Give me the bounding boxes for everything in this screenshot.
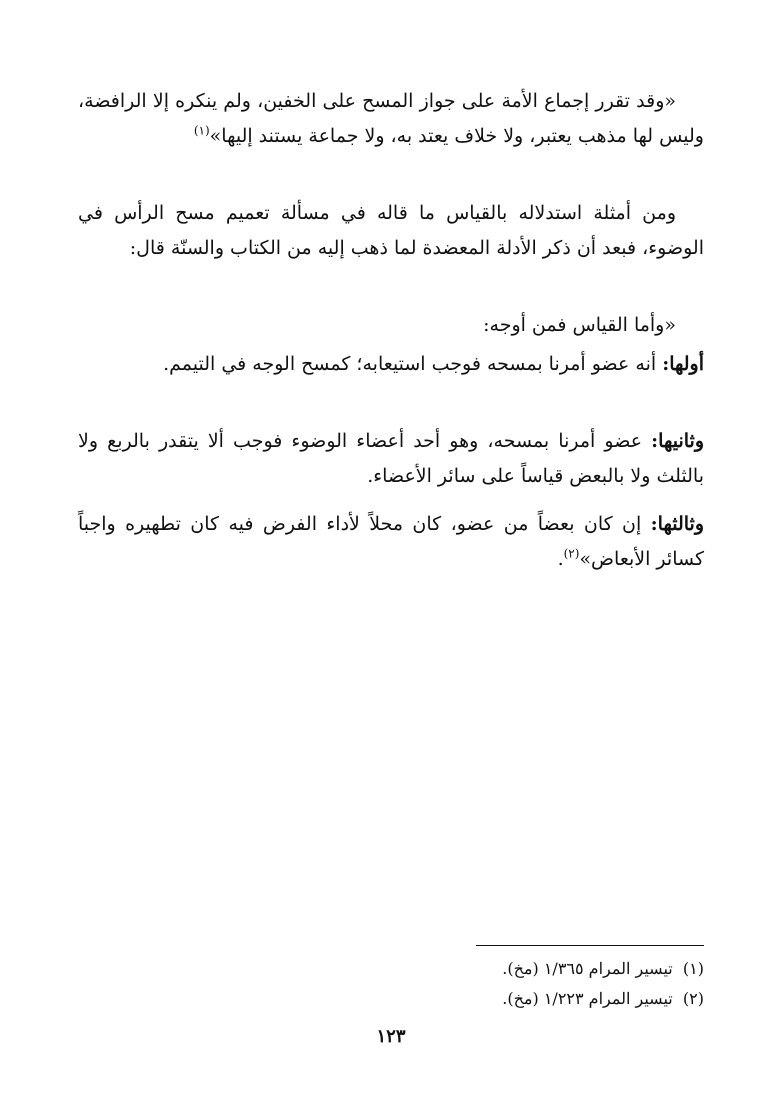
footnote-ref-2: (٢) xyxy=(563,546,580,561)
footnote-1 xyxy=(502,958,704,980)
paragraph-third-aspect xyxy=(78,507,704,577)
footnote-text: تيسير المرام ١/٣٦٥ (مخ). xyxy=(502,959,673,978)
paragraph-second-aspect xyxy=(78,424,704,494)
first-aspect-label: أولها: xyxy=(662,353,704,375)
second-aspect-label: وثانيها: xyxy=(651,430,705,452)
paragraph-text: إن كان بعضاً من عضو، كان محلاً لأداء الفرض فيه كان تطهيره واجباً كسائر الأبعاض» xyxy=(78,513,704,570)
footnote-2 xyxy=(502,988,704,1010)
paragraph-ijma-quote xyxy=(78,84,704,154)
paragraph-qiyas-intro xyxy=(78,196,704,266)
paragraph-first-aspect xyxy=(78,347,704,382)
paragraph-text: «وقد تقرر إجماع الأمة على جواز المسح على الخفين، ولم ينكره إلا الرافضة، وليس لها مذهب يعتبر، ولا خلاف يعتد به، ولا جماعة يستند إليها» xyxy=(78,90,704,147)
paragraph-end-mark: . xyxy=(557,548,564,570)
paragraph-text: ومن أمثلة استدلاله بالقياس ما قاله في مسألة تعميم مسح الرأس في الوضوء، فبعد أن ذكر الأدلة المعضدة لما ذهب إليه من الكتاب والسنّة قال: xyxy=(78,202,704,259)
footnote-divider xyxy=(476,945,704,946)
footnote-number: (٢) xyxy=(682,989,704,1008)
paragraph-qiyas-opening xyxy=(78,308,704,343)
page-body xyxy=(78,0,704,1116)
footnote-text: تيسير المرام ١/٢٢٣ (مخ). xyxy=(502,989,673,1008)
page-number: ١٢٣ xyxy=(376,1026,406,1047)
footnote-number: (١) xyxy=(682,959,704,978)
paragraph-text: أنه عضو أمرنا بمسحه فوجب استيعابه؛ كمسح الوجه في التيمم. xyxy=(163,353,657,375)
paragraph-text: «وأما القياس فمن أوجه: xyxy=(483,314,676,336)
paragraph-text: عضو أمرنا بمسحه، وهو أحد أعضاء الوضوء فوجب ألا يتقدر بالربع ولا بالثلث ولا بالبعض قياساً على سائر الأعضاء. xyxy=(78,430,704,487)
footnote-ref-1: (١) xyxy=(193,123,210,138)
third-aspect-label: وثالثها: xyxy=(650,513,704,535)
